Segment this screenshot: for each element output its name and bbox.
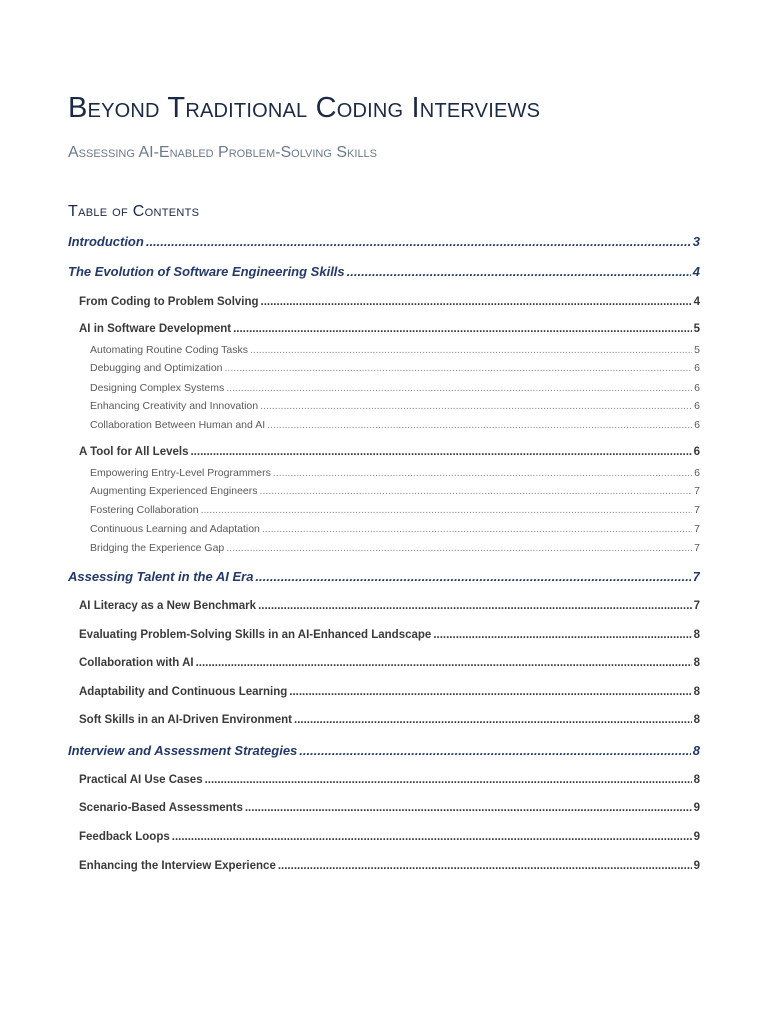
toc-entry-page: 7 — [694, 542, 700, 554]
toc-leader-dots — [226, 542, 692, 554]
toc-entry-page: 4 — [692, 264, 700, 279]
toc-entry[interactable] — [90, 362, 700, 374]
toc-entry-page: 7 — [694, 504, 700, 516]
toc-entry-page: 7 — [693, 600, 700, 612]
toc-entry[interactable] — [79, 860, 700, 872]
toc-entry[interactable] — [79, 296, 700, 308]
toc-entry[interactable] — [79, 831, 700, 843]
toc-leader-dots — [190, 446, 691, 458]
toc-entry[interactable] — [79, 657, 700, 669]
toc-entry-title: Collaboration with AI — [79, 657, 194, 669]
toc-entry-title: Evaluating Problem-Solving Skills in an AI-Enhanced Landscape — [79, 629, 432, 641]
toc-entry-page: 6 — [694, 362, 700, 374]
toc-entry-page: 9 — [693, 802, 700, 814]
toc-leader-dots — [146, 234, 691, 249]
toc-entry-page: 7 — [692, 569, 700, 584]
toc-entry-title: Enhancing Creativity and Innovation — [90, 400, 259, 412]
toc-leader-dots — [347, 264, 691, 279]
toc-entry-page: 8 — [693, 657, 700, 669]
toc-leader-dots — [289, 686, 691, 698]
toc-entry-page: 4 — [693, 296, 700, 308]
toc-leader-dots — [250, 344, 692, 356]
document-subtitle: Assessing AI-Enabled Problem-Solving Skills — [68, 144, 378, 161]
toc-entry-title: Scenario-Based Assessments — [79, 802, 243, 814]
toc-entry[interactable] — [79, 686, 700, 698]
toc-entry-title: Automating Routine Coding Tasks — [90, 344, 248, 356]
toc-leader-dots — [294, 714, 692, 726]
toc-entry-page: 6 — [694, 400, 700, 412]
toc-entry[interactable] — [68, 234, 700, 249]
toc-entry-page: 8 — [693, 714, 700, 726]
toc-entry-page: 9 — [693, 860, 700, 872]
toc-entry[interactable] — [90, 504, 700, 516]
toc-leader-dots — [233, 323, 692, 335]
toc-leader-dots — [196, 657, 692, 669]
toc-entry-title: Designing Complex Systems — [90, 382, 225, 394]
toc-entry-title: Continuous Learning and Adaptation — [90, 523, 260, 535]
toc-entry-title: Practical AI Use Cases — [79, 774, 203, 786]
toc-leader-dots — [260, 485, 693, 497]
toc-entry-page: 9 — [693, 831, 700, 843]
toc-entry-page: 6 — [693, 446, 700, 458]
toc-entry-page: 5 — [694, 344, 700, 356]
toc-leader-dots — [278, 860, 692, 872]
toc-leader-dots — [172, 831, 692, 843]
toc-entry[interactable] — [90, 382, 700, 394]
toc-entry-title: AI in Software Development — [79, 323, 232, 335]
toc-entry-title: Debugging and Optimization — [90, 362, 223, 374]
toc-entry[interactable] — [79, 629, 700, 641]
toc-leader-dots — [226, 382, 692, 394]
toc-entry[interactable] — [90, 344, 700, 356]
toc-leader-dots — [258, 600, 692, 612]
toc-leader-dots — [273, 467, 692, 479]
toc-entry-page: 3 — [692, 234, 700, 249]
toc-entry[interactable] — [68, 569, 700, 584]
toc-leader-dots — [261, 296, 692, 308]
toc-entry-title: Augmenting Experienced Engineers — [90, 485, 258, 497]
toc-entry[interactable] — [79, 714, 700, 726]
toc-entry-page: 5 — [693, 323, 700, 335]
toc-entry-title: Collaboration Between Human and AI — [90, 419, 266, 431]
toc-entry[interactable] — [68, 264, 700, 279]
toc-entry[interactable] — [90, 419, 700, 431]
toc-entry[interactable] — [79, 600, 700, 612]
toc-entry[interactable] — [90, 400, 700, 412]
toc-entry-page: 8 — [693, 629, 700, 641]
toc-entry-page: 6 — [694, 382, 700, 394]
toc-entry-page: 8 — [693, 686, 700, 698]
toc-entry-page: 7 — [694, 485, 700, 497]
toc-entry-page: 7 — [694, 523, 700, 535]
toc-entry-title: Fostering Collaboration — [90, 504, 199, 516]
toc-leader-dots — [225, 362, 693, 374]
toc-entry-title: The Evolution of Software Engineering Skills — [68, 264, 345, 279]
toc-entry-page: 6 — [694, 467, 700, 479]
toc-entry[interactable] — [79, 446, 700, 458]
toc-entry[interactable] — [90, 523, 700, 535]
toc-entry[interactable] — [79, 774, 700, 786]
toc-leader-dots — [299, 743, 690, 758]
document-title: Beyond Traditional Coding Interviews — [68, 92, 541, 124]
toc-leader-dots — [205, 774, 692, 786]
toc-entry-title: Empowering Entry-Level Programmers — [90, 467, 271, 479]
toc-entry-title: From Coding to Problem Solving — [79, 296, 259, 308]
toc-entry-title: Bridging the Experience Gap — [90, 542, 225, 554]
toc-leader-dots — [201, 504, 693, 516]
toc-leader-dots — [433, 629, 691, 641]
toc-entry-page: 8 — [693, 774, 700, 786]
toc-leader-dots — [245, 802, 692, 814]
toc-entry-title: Adaptability and Continuous Learning — [79, 686, 288, 698]
toc-entry-title: Enhancing the Interview Experience — [79, 860, 276, 872]
toc-entry-page: 8 — [692, 743, 700, 758]
toc-leader-dots — [267, 419, 692, 431]
toc-entry[interactable] — [79, 323, 700, 335]
toc-entry-title: Assessing Talent in the AI Era — [68, 569, 254, 584]
toc-entry-title: AI Literacy as a New Benchmark — [79, 600, 257, 612]
toc-heading: Table of Contents — [68, 203, 200, 220]
toc-leader-dots — [262, 523, 692, 535]
toc-leader-dots — [255, 569, 690, 584]
toc-entry-title: Interview and Assessment Strategies — [68, 743, 298, 758]
toc-entry-title: Feedback Loops — [79, 831, 170, 843]
toc-leader-dots — [260, 400, 692, 412]
toc-entry-title: Introduction — [68, 234, 144, 249]
toc-entry-page: 6 — [694, 419, 700, 431]
toc-entry[interactable] — [68, 743, 700, 758]
toc-entry[interactable] — [90, 467, 700, 479]
toc-entry[interactable] — [90, 542, 700, 554]
toc-entry[interactable] — [90, 485, 700, 497]
toc-entry-title: Soft Skills in an AI-Driven Environment — [79, 714, 292, 726]
toc-entry-title: A Tool for All Levels — [79, 446, 189, 458]
toc-entry[interactable] — [79, 802, 700, 814]
